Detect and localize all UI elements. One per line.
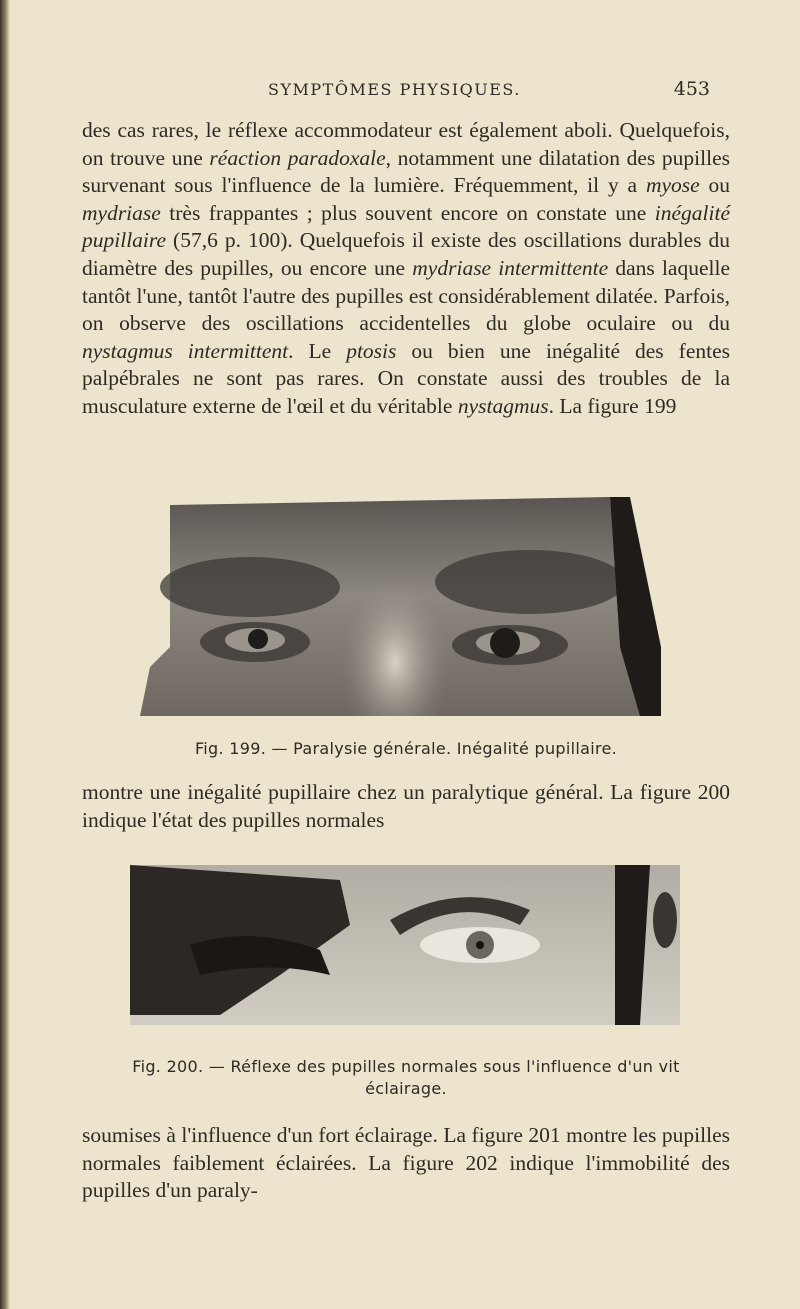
running-title: SYMPTÔMES PHYSIQUES.: [268, 80, 521, 99]
paragraph-1: [82, 117, 730, 421]
text-run: ou: [699, 173, 731, 198]
text-run: . Le: [288, 338, 347, 363]
figure-200-photo: [130, 865, 680, 1025]
text-run: . La figure 199: [548, 393, 677, 418]
italic-term: myose: [645, 173, 700, 198]
paragraph-2: [82, 779, 730, 834]
page-number: 453: [673, 78, 710, 100]
italic-term: réaction paradoxale: [209, 145, 386, 170]
text-run: soumises à l'influence d'un fort éclairage. La figure 201 montre les pupilles normales faiblement éclairées. La figure 202 indique l'immobilité des pupilles d'un paraly-: [82, 1123, 730, 1203]
text-run: dans laquelle tantôt l'une, tantôt l'autre des pupilles est considérablement dilatée. Parfois, on observe des oscillations accidentelles du globe oculaire ou du: [82, 255, 730, 336]
text-run: très frappantes ; plus souvent encore on constate une: [160, 200, 655, 225]
page-header: [82, 78, 710, 106]
figure-199-caption: Fig. 199. — Paralysie générale. Inégalité pupillaire.: [194, 739, 618, 758]
italic-term: mydriase: [82, 200, 161, 225]
text-run: des cas rares, le réflexe accommodateur est également aboli. Quelquefois, on trouve une: [82, 118, 730, 170]
italic-term: nystagmus intermittent: [82, 338, 289, 363]
figure-200-caption: [82, 1056, 730, 1100]
italic-term: ptosis: [346, 338, 397, 363]
text-run: montre une inégalité pupillaire chez un paralytique général. La figure 200 indique l'état des pupilles normales: [82, 780, 730, 832]
figure-199-photo: [140, 497, 661, 716]
italic-term: mydriase intermittente: [412, 255, 609, 280]
text-run: , notamment une dilatation des pupilles survenant sous l'influence de la lumière. Fréquemment, il y a: [82, 145, 731, 198]
figure-200-caption-line-2: éclairage.: [365, 1079, 447, 1098]
paragraph-3: [82, 1122, 730, 1205]
italic-term: inégalité pupillaire: [82, 200, 730, 253]
italic-term: nystagmus: [457, 393, 549, 418]
figure-200-caption-line-1: Fig. 200. — Réflexe des pupilles normales sous l'influence d'un vit: [132, 1057, 680, 1076]
page-binding-edge: [0, 0, 10, 1309]
text-run: ou bien une inégalité des fentes palpébrales ne sont pas rares. On constate aussi des troubles de la musculature externe de l'œil et du véritable: [82, 338, 730, 418]
text-run: (57,6 p. 100). Quelquefois il existe des oscillations durables du diamètre des pupilles, ou encore une: [82, 228, 730, 280]
